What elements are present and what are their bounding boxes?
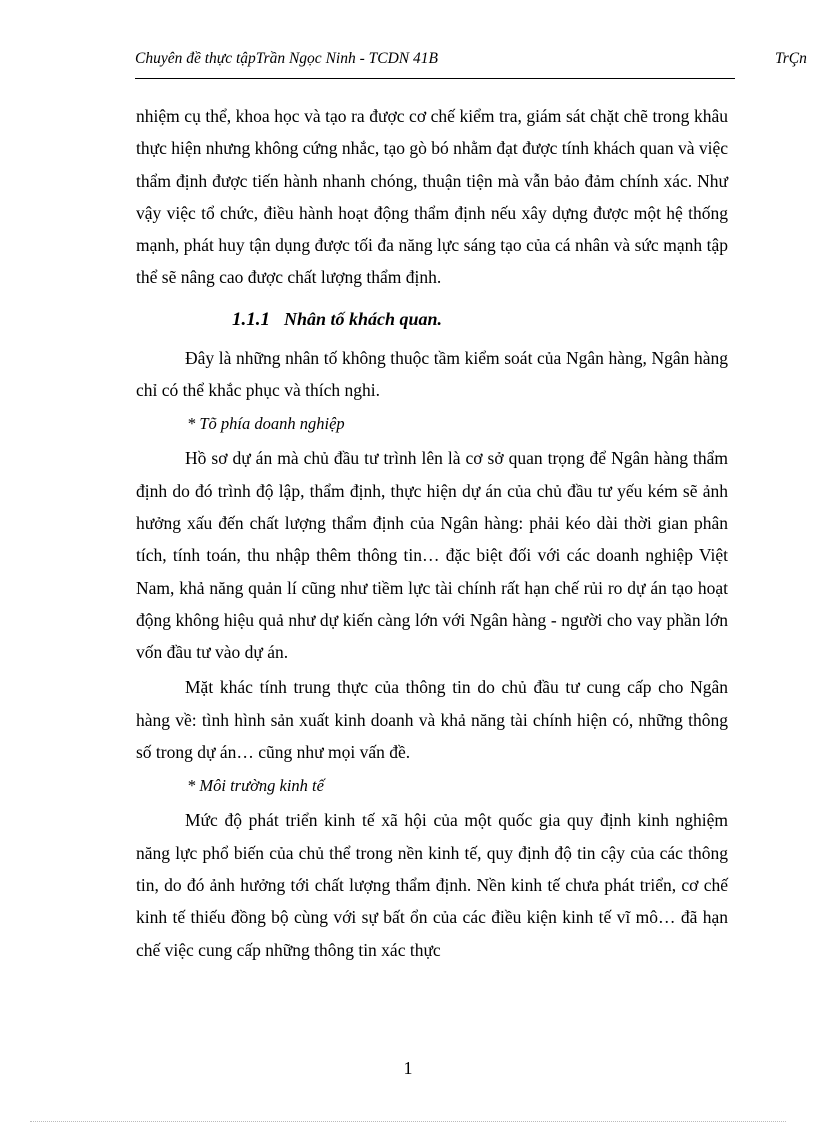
paragraph-intro: Đây là những nhân tố không thuộc tầm kiểm soát của Ngân hàng, Ngân hàng chỉ có thể khắc phục và thích nghi. [136,347,728,401]
section-number: 1.1.1 [232,308,270,330]
paragraph-continuation: nhiệm cụ thể, khoa học và tạo ra được cơ chế kiểm tra, giám sát chặt chẽ trong khâu thực hiện nhưng không cứng nhắc, tạo gò bó nhằm đạt được tính khách quan và việc thẩm định được tiến hành nhanh chóng, thuận tiện mà vẫn bảo đảm chính xác. Như vậy việc tổ chức, điều hành hoạt động thẩm định nếu xây dựng được một hệ thống mạnh, phát huy tận dụng được tối đa năng lực sáng tạo của cá nhân và sức mạnh tập thể sẽ nâng cao được chất lượng thẩm định. [136,106,728,288]
section-title: Nhân tố khách quan. [284,308,443,329]
document-body [136,100,728,966]
page-number: 1 [403,1058,413,1078]
paragraph-honesty: Mặt khác tính trung thực của thông tin do chủ đầu tư cung cấp cho Ngân hàng về: tình hình sản xuất kinh doanh và khả năng tài chính hiện có, những thông số trong dự án… cũng như mọi vấn đề. [136,677,728,763]
page-header [135,48,807,79]
subheading-business: * Tõ phía doanh nghiệp [187,414,345,434]
header-author-short: TrÇn [775,50,807,67]
subheading-economy: * Môi trường kinh tế [187,776,324,796]
page-edge-divider [30,1121,786,1122]
header-title: Chuyên đề thực tậpTrần Ngọc Ninh - TCDN 41B [135,50,438,67]
paragraph-dossier: Hồ sơ dự án mà chủ đầu tư trình lên là cơ sở quan trọng để Ngân hàng thẩm định do đó trình độ lập, thẩm định, thực hiện dự án của chủ đầu tư yếu kém sẽ ảnh hưởng xấu đến chất lượng thẩm định của Ngân hàng: phải kéo dài thời gian phân tích, tính toán, thu nhập thêm thông tin… đặc biệt đối với các doanh nghiệp Việt Nam, khả năng quản lí cũng như tiềm lực tài chính rất hạn chế rủi ro dự án tạo hoạt động không hiệu quả như dự kiến càng lớn với Ngân hàng - người cho vay phần lớn vốn đầu tư vào dự án. [136,448,728,663]
section-heading [136,294,728,342]
paragraph-economy: Mức độ phát triển kinh tế xã hội của một quốc gia quy định kinh nghiệm năng lực phổ biến của chủ thể trong nền kinh tế, quy định độ tin cậy của các thông tin, do đó ảnh hưởng tới chất lượng thẩm định. Nền kinh tế chưa phát triển, cơ chế kinh tế thiếu đồng bộ cùng với sự bất ổn của các điều kiện kinh tế vĩ mô… đã hạn chế việc cung cấp những thông tin xác thực [136,810,728,960]
